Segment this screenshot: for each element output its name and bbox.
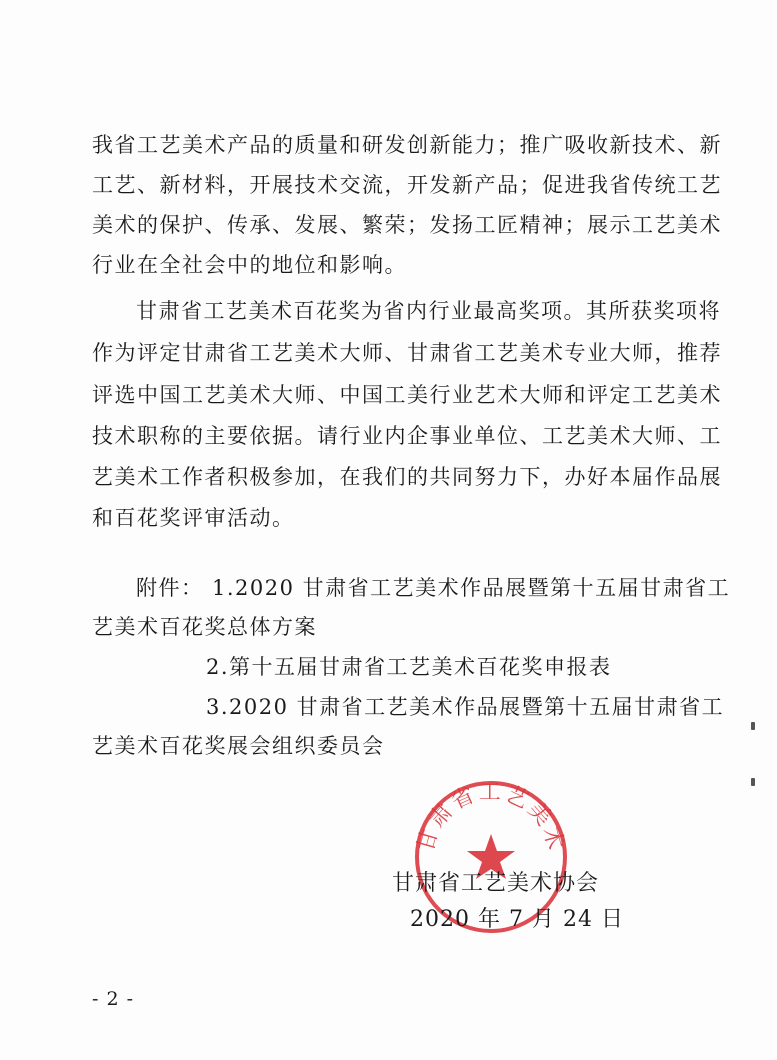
- seal-text: 甘肃省工艺美术: [413, 779, 569, 856]
- paragraph-1-line-2: 工艺、新材料，开展技术交流，开发新产品；促进我省传统工艺: [92, 173, 722, 197]
- paragraph-2-line-2: 作为评定甘肃省工艺美术大师、甘肃省工艺美术专业大师，推荐: [92, 341, 722, 365]
- paragraph-1-line-3: 美术的保护、传承、发展、繁荣；发扬工匠精神；展示工艺美术: [92, 213, 722, 237]
- signature-organization: 甘肃省工艺美术协会: [392, 871, 600, 896]
- paragraph-1-line-1: 我省工艺美术产品的质量和研发创新能力；推广吸收新技术、新: [92, 133, 722, 157]
- scan-edge-mark: [751, 778, 755, 786]
- page-number: - 2 -: [92, 988, 135, 1010]
- paragraph-2-line-6: 和百花奖评审活动。: [92, 506, 295, 530]
- attachment-1-line-2: 艺美术百花奖总体方案: [92, 615, 317, 639]
- paragraph-2-line-4: 技术职称的主要依据。请行业内企事业单位、工艺美术大师、工: [92, 424, 722, 448]
- paragraph-1-line-4: 行业在全社会中的地位和影响。: [92, 253, 407, 277]
- signature-date: 2020 年 7 月 24 日: [410, 907, 624, 932]
- paragraph-2-line-5: 艺美术工作者积极参加，在我们的共同努力下，办好本届作品展: [92, 465, 722, 489]
- attachment-1-line-1: 1.2020 甘肃省工艺美术作品展暨第十五届甘肃省工: [212, 576, 731, 600]
- paragraph-2-line-1: 甘肃省工艺美术百花奖为省内行业最高奖项。其所获奖项将: [136, 299, 721, 323]
- attachment-3-line-1: 3.2020 甘肃省工艺美术作品展暨第十五届甘肃省工: [206, 695, 725, 719]
- attachment-3-line-2: 艺美术百花奖展会组织委员会: [92, 734, 385, 758]
- scan-edge-mark: [751, 722, 755, 730]
- paragraph-2-line-3: 评选中国工艺美术大师、中国工美行业艺术大师和评定工艺美术: [92, 383, 722, 407]
- attachment-2: 2.第十五届甘肃省工艺美术百花奖申报表: [206, 655, 612, 679]
- attachments-label: 附件：: [136, 576, 204, 600]
